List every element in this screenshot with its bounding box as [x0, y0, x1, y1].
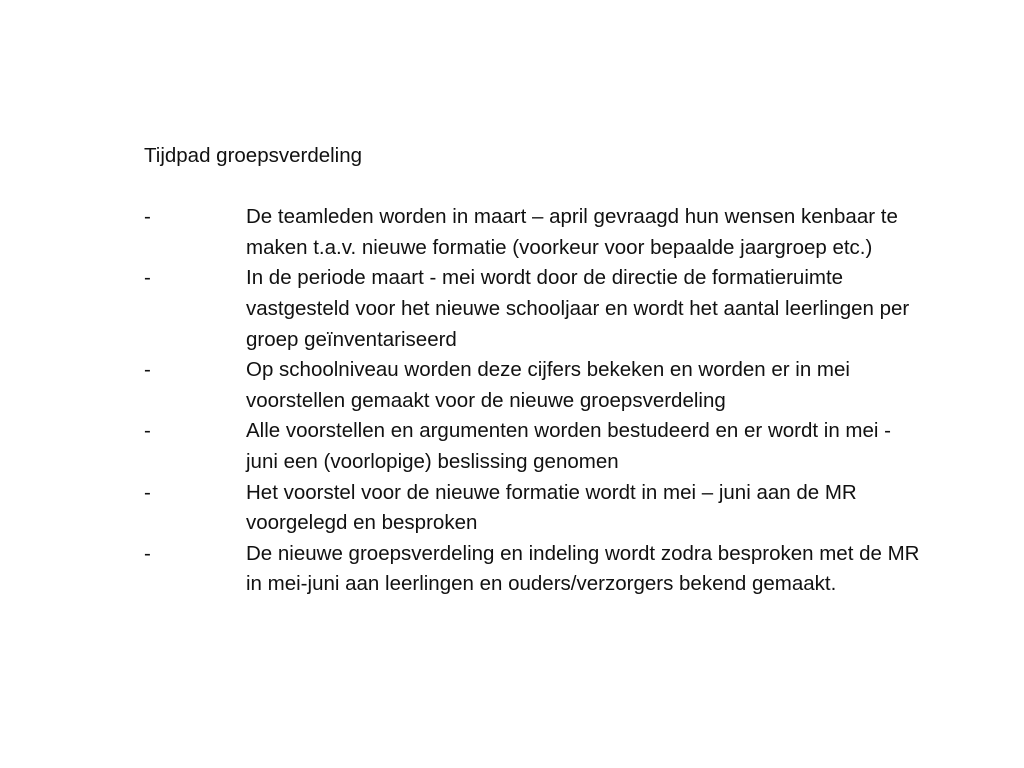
bullet-dash: -: [144, 480, 151, 504]
list-item: [144, 355, 924, 416]
list-item: [144, 416, 924, 477]
title-spacer: [144, 172, 924, 203]
list-item-text: De nieuwe groepsverdeling en indeling wordt zodra besproken met de MR in mei-juni aan leerlingen en ouders/verzorgers bekend gemaakt.: [246, 541, 920, 596]
bullet-dash: -: [144, 358, 151, 382]
list-item-text: Het voorstel voor de nieuwe formatie wordt in mei – juni aan de MR voorgelegd en besproken: [246, 480, 857, 535]
bullet-dash: -: [144, 205, 151, 229]
timeline-list: [144, 202, 924, 600]
list-item-text: De teamleden worden in maart – april gevraagd hun wensen kenbaar te maken t.a.v. nieuwe formatie (voorkeur voor bepaalde jaargroep etc.): [246, 205, 898, 259]
bullet-dash: -: [144, 541, 151, 565]
list-item: [144, 539, 924, 600]
slide-content: [144, 141, 924, 600]
list-item-text: In de periode maart - mei wordt door de directie de formatieruimte vastgesteld voor het nieuwe schooljaar en wordt het aantal leerlingen per groep geïnventariseerd: [246, 266, 910, 351]
bullet-dash: -: [144, 419, 151, 443]
list-item-text: Alle voorstellen en argumenten worden bestudeerd en er wordt in mei - juni een (voorlopige) beslissing genomen: [246, 419, 891, 473]
list-item: [144, 478, 924, 539]
list-item-text: Op schoolniveau worden deze cijfers bekeken en worden er in mei voorstellen gemaakt voor de nieuwe groepsverdeling: [246, 358, 850, 412]
list-item: [144, 263, 924, 355]
list-item: [144, 202, 924, 263]
document-title: Tijdpad groepsverdeling: [144, 144, 363, 167]
bullet-dash: -: [144, 266, 151, 290]
